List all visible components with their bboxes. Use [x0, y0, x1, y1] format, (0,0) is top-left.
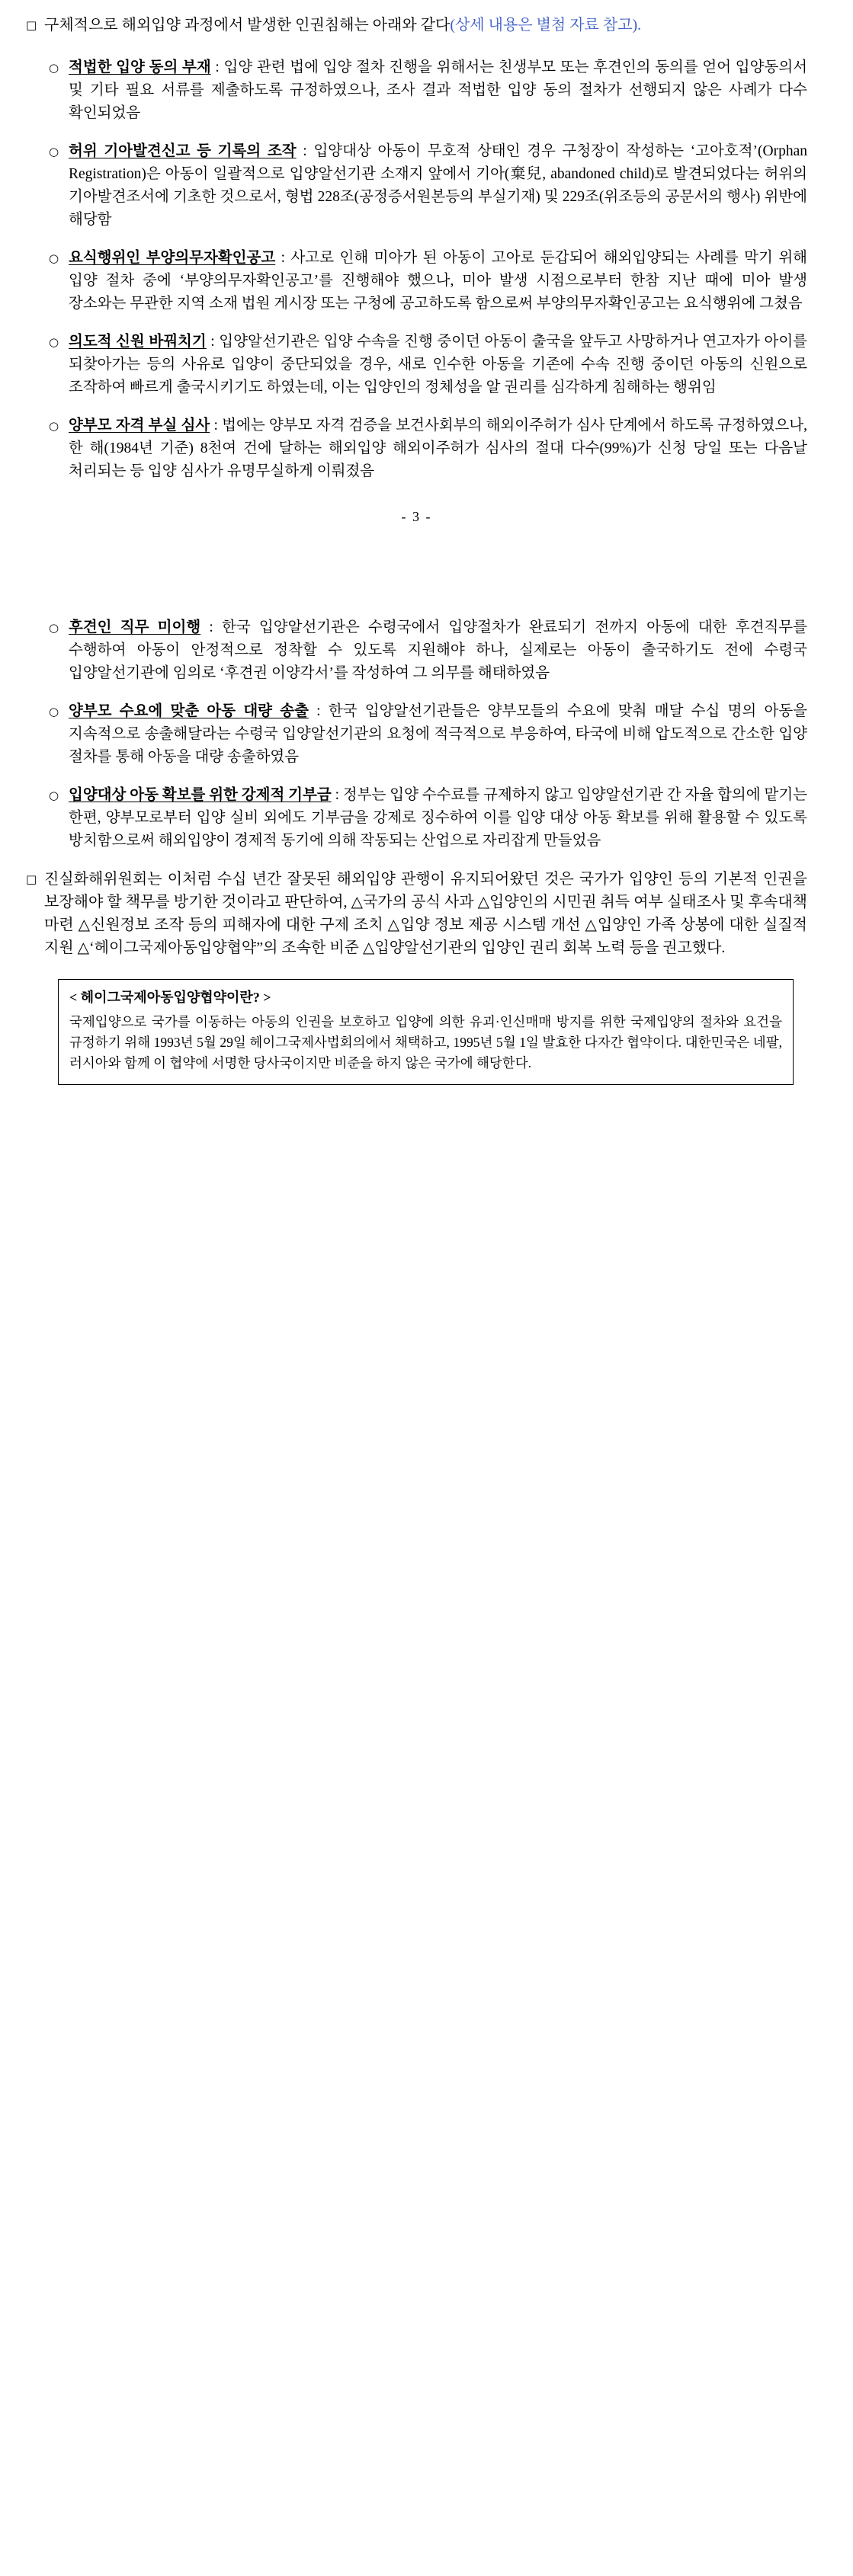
circle-bullet-icon: ○ — [49, 251, 59, 265]
list-item-text — [69, 616, 807, 685]
list-item-body: : 한국 입양알선기관은 수령국에서 입양절차가 완료되기 전까지 아동에 대한 후견직무를 수행하여 아동이 안정적으로 정착할 수 있도록 지원해야 하나, 실제로는 아동이 출국하기도 전에 수령국 입양알선기관에 임의로 ‘후견권 이양각서’를 작성하여 그 의무를 해태하였음 — [69, 619, 807, 681]
circle-bullet-icon: ○ — [49, 335, 59, 349]
list-item — [49, 414, 807, 483]
square-bullet-icon: □ — [26, 872, 37, 886]
list-item-body: : 정부는 입양 수수료를 규제하지 않고 입양알선기관 간 자율 합의에 맡기는 한편, 양부모로부터 입양 실비 외에도 기부금을 강제로 징수하여 이를 입양 대상 아동 확보를 위해 활용할 수 있도록 방치함으로써 해외입양이 경제적 동기에 의해 작동되는 산업으로 자리잡게 만들었음 — [69, 787, 808, 849]
list-item-term: 양부모 자격 부실 심사 — [69, 418, 210, 434]
circle-bullet-icon: ○ — [49, 145, 59, 158]
list-item-term: 의도적 신원 바꿔치기 — [69, 334, 207, 350]
circle-bullet-icon: ○ — [49, 621, 59, 635]
circle-bullet-icon: ○ — [49, 61, 59, 75]
conclusion-text: 진실화해위원회는 이처럼 수십 년간 잘못된 해외입양 관행이 유지되어왔던 것은 국가가 입양인 등의 기본적 인권을 보장해야 할 책무를 방기한 것이라고 판단하여, △국가의 공식 사과 △입양인의 시민권 취득 여부 실태조사 및 후속대책 마련 △신원정보 조작 등의 피해자에 대한 구제 조치 △입양 정보 제공 시스템 개선 △입양인 가족 상봉에 대한 실질적 지원 △‘헤이그국제아동입양협약”의 조속한 비준 △입양알선기관의 입양인 권리 회복 노력 등을 권고했다. — [44, 871, 807, 956]
circle-bullet-icon: ○ — [49, 789, 59, 802]
list-item-term: 허위 기아발견신고 등 기록의 조작 — [69, 143, 297, 159]
circle-bullet-icon: ○ — [49, 705, 59, 718]
list-item-body: : 법에는 양부모 자격 검증을 보건사회부의 해외이주허가 심사 단계에서 하도록 규정하였으나, 한 해(1984년 기준) 8천여 건에 달하는 해외입양 해외이주허가 심사의 절대 다수(99%)가 신청 당일 또는 다음날 처리되는 등 입양 심사가 유명무실하게 이뤄졌음 — [69, 418, 807, 479]
list-item-term: 적법한 입양 동의 부재 — [69, 59, 211, 75]
list-item-text — [69, 140, 807, 232]
circle-bullet-icon: ○ — [49, 419, 59, 433]
list-item-body: : 한국 입양알선기관들은 양부모들의 수요에 맞춰 매달 수십 명의 아동을 지속적으로 송출해달라는 수령국 입양알선기관의 요청에 적극적으로 부응하여, 타국에 비해 압도적으로 간소한 입양 절차를 통해 아동을 대량 송출하였음 — [69, 703, 807, 765]
square-bullet-icon: □ — [26, 18, 37, 32]
list-item — [49, 247, 807, 315]
list-item-text — [69, 331, 807, 399]
list-item-term: 양부모 수요에 맞춘 아동 대량 송출 — [69, 703, 309, 719]
list-item-text — [69, 784, 807, 853]
list-item-term: 입양대상 아동 확보를 위한 강제적 기부금 — [69, 787, 332, 803]
page-number: - 3 - — [401, 509, 432, 524]
list-item — [49, 56, 807, 125]
list-item-term: 후견인 직무 미이행 — [69, 619, 201, 635]
list-item-body: : 사고로 인해 미아가 된 아동이 고아로 둔갑되어 해외입양되는 사례를 막기 위해 입양 절차 중에 ‘부양의무자확인공고’를 진행해야 했으나, 미아 발생 시점으로부터 한참 지난 때에 미아 발생 장소와는 무관한 지역 소재 법원 게시장 또는 구청에 공고하도록 함으로써 부양의무자확인공고는 요식행위에 그쳤음 — [69, 250, 808, 312]
violation-list-part2 — [26, 616, 807, 853]
list-item-text — [69, 56, 807, 125]
document-page — [0, 0, 853, 1108]
list-item — [49, 331, 807, 399]
list-item — [49, 616, 807, 685]
list-item — [49, 700, 807, 769]
note-box-body: 국제입양으로 국가를 이동하는 아동의 인권을 보호하고 입양에 의한 유괴·인신매매 방지를 위한 국제입양의 절차와 요건을 규정하기 위해 1993년 5월 29일 헤이그국제사법회의에서 채택하고, 1995년 5월 1일 발효한 다자간 협약이다. 대한민국은 네팔, 러시아와 함께 이 협약에 서명한 당사국이지만 비준을 하지 않은 국가에 해당한다. — [69, 1014, 782, 1070]
list-item-term: 요식행위인 부양의무자확인공고 — [69, 250, 276, 266]
page-break-gap — [26, 525, 807, 616]
note-box-title: < 헤이그국제아동입양협약이란? > — [69, 990, 271, 1005]
list-item-text — [69, 414, 807, 483]
intro-text-main: 구체적으로 해외입양 과정에서 발생한 인권침해는 아래와 같다 — [44, 17, 451, 34]
list-item-body: : 입양대상 아동이 무호적 상태인 경우 구청장이 작성하는 ‘고아호적’(Orphan Registration)은 아동이 일괄적으로 입양알선기관 소재지 앞에서 기아(棄兒, abandoned child)로 발견되었다는 허위의 기아발견조서에 기초한 것으로서, 형법 228조(공정증서원본등의 부실기재) 및 229조(위조등의 공문서의 행사) 위반에 해당함 — [69, 143, 808, 228]
list-item-text — [69, 247, 807, 315]
conclusion-paragraph — [26, 868, 807, 959]
list-item — [49, 784, 807, 853]
list-item-body: : 입양알선기관은 입양 수속을 진행 중이던 아동이 출국을 앞두고 사망하거나 연고자가 아이를 되찾아가는 등의 사유로 입양이 중단되었을 경우, 새로 인수한 아동을 기존에 수속 진행 중이던 아동의 신원으로 조작하여 빠르게 출국시키기도 하였는데, 이는 입양인의 정체성을 알 권리를 심각하게 침해하는 행위임 — [69, 334, 807, 395]
note-box — [58, 979, 794, 1085]
intro-text — [44, 14, 807, 37]
list-item — [49, 140, 807, 232]
list-item-body: : 입양 관련 법에 입양 절차 진행을 위해서는 친생부모 또는 후견인의 동의를 얻어 입양동의서 및 기타 필요 서류를 제출하도록 규정하였으나, 조사 결과 적법한 입양 동의 절차가 선행되지 않은 사례가 다수 확인되었음 — [69, 59, 807, 121]
list-item-text — [69, 700, 807, 769]
intro-text-note: (상세 내용은 별첨 자료 참고). — [450, 17, 642, 34]
intro-paragraph — [26, 14, 807, 37]
violation-list-part1 — [26, 56, 807, 483]
